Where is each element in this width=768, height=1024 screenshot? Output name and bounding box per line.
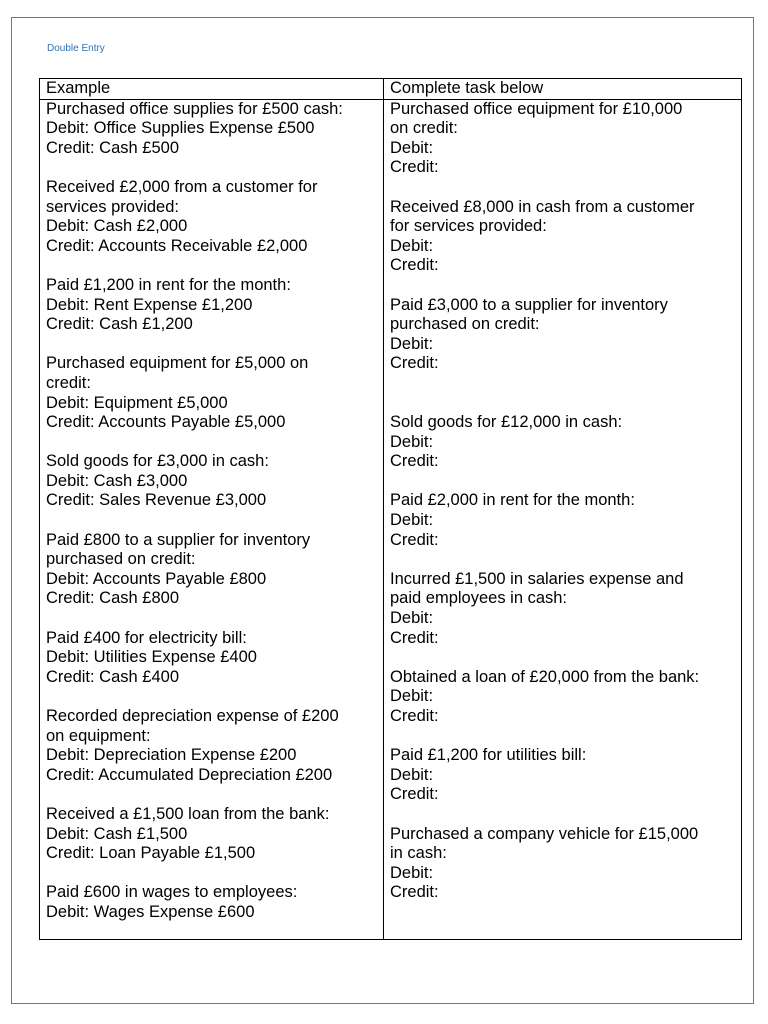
task-column-header: Complete task below bbox=[384, 79, 742, 100]
task-entry bbox=[390, 413, 735, 472]
entry-line: Credit: bbox=[390, 354, 439, 373]
entry-spacer bbox=[46, 785, 377, 805]
entry-spacer bbox=[390, 374, 735, 394]
task-entry bbox=[390, 198, 735, 276]
entry-line: Purchased office equipment for £10,000 bbox=[390, 99, 683, 118]
entry-line: Sold goods for £12,000 in cash: bbox=[390, 413, 623, 432]
entry-line: Debit: Cash £3,000 bbox=[46, 471, 188, 490]
entry-line: Paid £600 in wages to employees: bbox=[46, 883, 298, 902]
entry-line: Paid £1,200 in rent for the month: bbox=[46, 275, 291, 294]
task-entry bbox=[390, 491, 735, 550]
entry-line: Credit: bbox=[390, 785, 439, 804]
example-entry bbox=[46, 531, 377, 609]
entry-line: Received £2,000 from a customer for bbox=[46, 177, 318, 196]
entry-spacer bbox=[46, 511, 377, 531]
entry-line: Credit: bbox=[390, 530, 439, 549]
entry-spacer bbox=[46, 687, 377, 707]
task-entry bbox=[390, 100, 735, 178]
example-entry bbox=[46, 100, 377, 159]
entry-line: Received £8,000 in cash from a customer bbox=[390, 197, 695, 216]
entry-spacer bbox=[46, 256, 377, 276]
entry-line: Debit: bbox=[390, 687, 434, 706]
task-entry bbox=[390, 668, 735, 727]
entry-line: Debit: bbox=[390, 236, 434, 255]
entry-line: Credit: bbox=[390, 707, 439, 725]
entry-line: Received a £1,500 loan from the bank: bbox=[46, 804, 330, 823]
entry-line: Debit: Equipment £5,000 bbox=[46, 393, 228, 412]
entry-spacer bbox=[390, 394, 735, 414]
task-entries-cell bbox=[384, 99, 742, 939]
entry-line: Credit: Cash £800 bbox=[46, 589, 179, 608]
entry-line: Debit: Wages Expense £600 bbox=[46, 902, 255, 921]
entry-line: on credit: bbox=[390, 119, 458, 138]
entry-spacer bbox=[46, 864, 377, 884]
entry-line: Purchased office supplies for £500 cash: bbox=[46, 99, 343, 118]
task-entry bbox=[390, 746, 735, 805]
entry-spacer bbox=[390, 727, 735, 747]
entry-spacer bbox=[390, 550, 735, 570]
entry-line: Credit: Sales Revenue £3,000 bbox=[46, 491, 267, 510]
entry-line: Credit: Cash £400 bbox=[46, 667, 179, 686]
task-entry bbox=[390, 570, 735, 648]
entry-line: Debit: bbox=[390, 863, 434, 882]
example-entry bbox=[46, 883, 377, 922]
entry-line: Paid £1,200 for utilities bill: bbox=[390, 746, 587, 765]
entry-spacer bbox=[46, 335, 377, 355]
entry-line: purchased on credit: bbox=[390, 315, 540, 334]
entry-line: Purchased equipment for £5,000 on bbox=[46, 354, 309, 373]
entry-line: Credit: Accounts Receivable £2,000 bbox=[46, 236, 308, 255]
entry-line: Credit: Loan Payable £1,500 bbox=[46, 844, 256, 863]
entry-line: Debit: bbox=[390, 765, 434, 784]
entry-spacer bbox=[390, 276, 735, 296]
entry-line: Paid £800 to a supplier for inventory bbox=[46, 530, 311, 549]
entry-line: Obtained a loan of £20,000 from the bank: bbox=[390, 667, 700, 686]
entry-line: Credit: Accumulated Depreciation £200 bbox=[46, 765, 333, 784]
entry-line: services provided: bbox=[46, 197, 179, 216]
entry-line: Credit: bbox=[390, 452, 439, 471]
entry-line: Purchased a company vehicle for £15,000 bbox=[390, 824, 699, 843]
entry-line: Debit: Rent Expense £1,200 bbox=[46, 295, 253, 314]
example-entry bbox=[46, 178, 377, 256]
entry-line: Debit: Utilities Expense £400 bbox=[46, 648, 257, 667]
entry-spacer bbox=[390, 805, 735, 825]
entry-line: paid employees in cash: bbox=[390, 589, 568, 608]
entry-line: Debit: Accounts Payable £800 bbox=[46, 569, 267, 588]
document-header: Double Entry bbox=[47, 43, 105, 54]
entry-line: in cash: bbox=[390, 844, 447, 863]
entry-line: purchased on credit: bbox=[46, 550, 196, 569]
example-entry bbox=[46, 707, 377, 785]
entry-line: credit: bbox=[46, 373, 91, 392]
table-body-row bbox=[40, 99, 742, 939]
entry-line: Paid £2,000 in rent for the month: bbox=[390, 491, 635, 510]
entry-line: Debit: Office Supplies Expense £500 bbox=[46, 119, 315, 138]
entry-line: Debit: bbox=[390, 609, 434, 628]
example-entry bbox=[46, 354, 377, 432]
entry-line: Debit: bbox=[390, 511, 434, 530]
entry-line: Credit: bbox=[390, 158, 439, 177]
entry-line: Credit: Accounts Payable £5,000 bbox=[46, 413, 286, 432]
entry-line: on equipment: bbox=[46, 726, 151, 745]
entry-line: Debit: Cash £2,000 bbox=[46, 217, 188, 236]
entry-line: Paid £400 for electricity bill: bbox=[46, 628, 247, 647]
entry-line: Credit: bbox=[390, 883, 439, 902]
example-entry bbox=[46, 805, 377, 864]
entry-line: Debit: Cash £1,500 bbox=[46, 824, 188, 843]
entry-line: Paid £3,000 to a supplier for inventory bbox=[390, 295, 668, 314]
entry-line: Credit: Cash £500 bbox=[46, 138, 179, 157]
entry-line: Incurred £1,500 in salaries expense and bbox=[390, 569, 684, 588]
entry-spacer bbox=[390, 178, 735, 198]
entry-line: Sold goods for £3,000 in cash: bbox=[46, 452, 269, 471]
entry-spacer bbox=[390, 472, 735, 492]
entry-line: Debit: bbox=[390, 138, 434, 157]
entry-line: Debit: bbox=[390, 432, 434, 451]
example-entry bbox=[46, 276, 377, 335]
example-entries-cell bbox=[40, 99, 384, 939]
task-entry bbox=[390, 825, 735, 903]
entry-line: Recorded depreciation expense of £200 bbox=[46, 707, 339, 725]
example-entry bbox=[46, 452, 377, 511]
example-entry bbox=[46, 629, 377, 688]
double-entry-table bbox=[39, 78, 742, 940]
entry-line: Credit: Cash £1,200 bbox=[46, 315, 193, 334]
entry-line: Debit: bbox=[390, 334, 434, 353]
entry-line: Debit: Depreciation Expense £200 bbox=[46, 746, 297, 765]
entry-line: Credit: bbox=[390, 256, 439, 275]
entry-line: Credit: bbox=[390, 628, 439, 647]
entry-line: for services provided: bbox=[390, 217, 547, 236]
entry-spacer bbox=[46, 433, 377, 453]
example-column-header: Example bbox=[40, 79, 384, 100]
entry-spacer bbox=[46, 158, 377, 178]
task-entry bbox=[390, 296, 735, 374]
entry-spacer bbox=[46, 609, 377, 629]
entry-spacer bbox=[390, 648, 735, 668]
table-header-row bbox=[40, 79, 742, 100]
